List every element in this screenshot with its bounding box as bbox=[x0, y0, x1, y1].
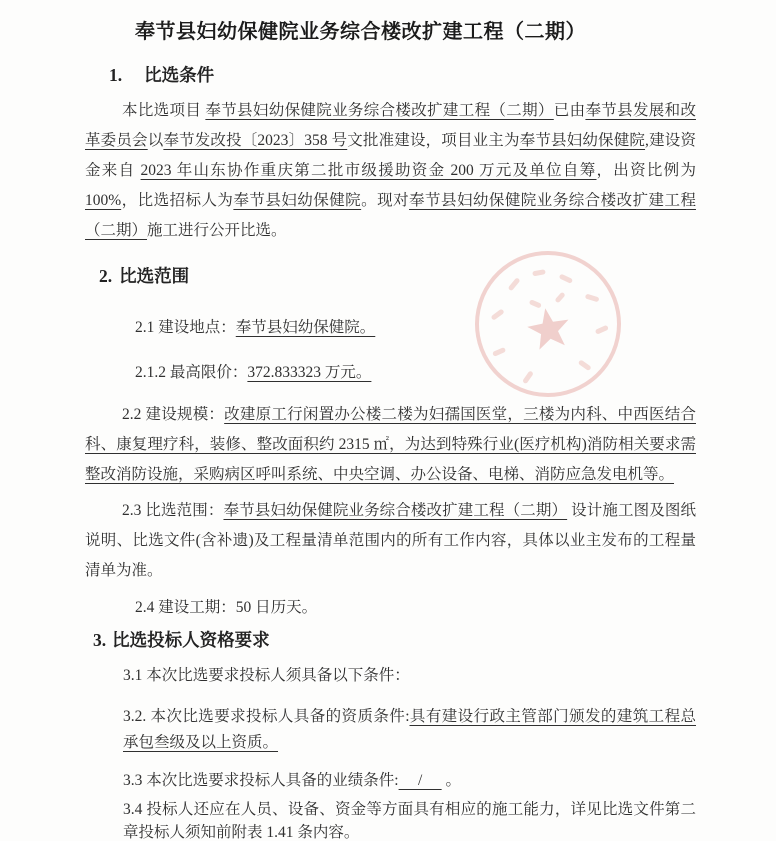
underlined-text: 具有建设行政主管部门颁发的建筑工程总承包叁级及以上资质。 bbox=[123, 708, 696, 751]
text-segment: 2.2 建设规模： bbox=[122, 406, 225, 423]
underlined-text: 奉节县妇幼保健院 bbox=[233, 192, 362, 209]
text-segment: 3.2. 本次比选要求投标人具备的资质条件: bbox=[123, 708, 410, 725]
section-2-heading-label: 比选范围 bbox=[119, 266, 190, 286]
text-segment: 已由 bbox=[553, 102, 586, 119]
section-1-heading-number: 1. bbox=[109, 65, 123, 85]
text-segment: 2.4 建设工期：50 日历天。 bbox=[135, 599, 318, 616]
clause-2-2 bbox=[85, 400, 696, 490]
doc-title bbox=[85, 18, 696, 46]
clause-3-4 bbox=[123, 798, 696, 844]
underlined-text: 奉节县妇幼保健院业务综合楼改扩建工程（二期） bbox=[223, 502, 568, 519]
clause-3-1 bbox=[123, 665, 696, 687]
underlined-text: 改建原工行闲置办公楼二楼为妇孺国医堂，三楼为内科、中西医结合科、康复理疗科，装修、整改面积约 2315 ㎡，为达到特殊行业(医疗机构)消防相关要求需整改消防设施，采购病区呼叫系统、中央空调、办公设备、电梯、消防应急发电机等。 bbox=[85, 406, 696, 483]
section-2-heading bbox=[99, 264, 696, 288]
section-1-heading bbox=[109, 63, 696, 87]
text-segment: 设计施工图及图纸说明、比选文件(含补遗)及工程量清单范围内的所有工作内容，具体以业主发布的工程量清单为准。 bbox=[85, 502, 696, 579]
text-segment: 3.3 本次比选要求投标人具备的业绩条件: bbox=[123, 772, 399, 789]
underlined-text: 奉节县妇幼保健院 bbox=[519, 132, 646, 149]
section-3-heading-number: 3. bbox=[93, 630, 107, 650]
text-segment: 施工进行公开比选。 bbox=[147, 222, 287, 239]
underlined-text: 372.833323 万元。 bbox=[247, 364, 372, 381]
clause-2-4 bbox=[135, 597, 696, 619]
underlined-text: 2023 年山东协作重庆第二批市级援助资金 200 万元及单位自筹 bbox=[140, 162, 597, 179]
text-segment: 2.3 比选范围： bbox=[122, 502, 224, 519]
underlined-text: / bbox=[398, 772, 442, 789]
text-segment: 奉节县妇幼保健院业务综合楼改扩建工程（二期） bbox=[135, 21, 586, 43]
section-1-heading-label: 比选条件 bbox=[144, 65, 215, 85]
clause-3-3 bbox=[123, 770, 696, 792]
clause-2-1 bbox=[135, 317, 696, 339]
text-segment: 本比选项目 bbox=[122, 102, 206, 119]
text-segment: 3.4 投标人还应在人员、设备、资金等方面具有相应的施工能力，详见比选文件第二章投标人须知前附表 1.41 条内容。 bbox=[123, 801, 696, 841]
underlined-text: 奉节县妇幼保健院。 bbox=[235, 319, 376, 336]
section-3-heading-label: 比选投标人资格要求 bbox=[112, 630, 270, 650]
section-2-heading-number: 2. bbox=[99, 266, 113, 286]
section-3-heading bbox=[93, 628, 696, 652]
clause-2-1-2 bbox=[135, 362, 696, 384]
underlined-text: 奉节县妇幼保健院业务综合楼改扩建工程（二期） bbox=[205, 102, 554, 119]
clause-1-intro bbox=[85, 96, 696, 246]
text-segment: 2.1 建设地点： bbox=[135, 319, 236, 336]
underlined-text: 奉节发改投〔2023〕358 号 bbox=[163, 132, 348, 149]
text-segment: ,建设资金来自 bbox=[85, 132, 696, 179]
text-segment: 文批准建设，项目业主为 bbox=[347, 132, 520, 149]
clause-3-2 bbox=[123, 704, 696, 756]
text-segment: ，比选招标人为 bbox=[121, 192, 234, 209]
text-segment: 以 bbox=[147, 132, 164, 149]
text-segment: 。 bbox=[441, 772, 462, 789]
text-segment: 2.1.2 最高限价： bbox=[135, 364, 248, 381]
underlined-text: 100% bbox=[85, 192, 122, 209]
underlined-text: 奉节县妇幼保健院业务综合楼改扩建工程（二期） bbox=[85, 192, 696, 239]
text-segment: ，出资比例为 bbox=[596, 162, 696, 179]
text-segment: 。现对 bbox=[361, 192, 410, 209]
underlined-text: 奉节县发展和改革委员会 bbox=[85, 102, 696, 149]
clause-2-3 bbox=[85, 496, 696, 586]
text-segment: 3.1 本次比选要求投标人须具备以下条件： bbox=[123, 667, 410, 684]
